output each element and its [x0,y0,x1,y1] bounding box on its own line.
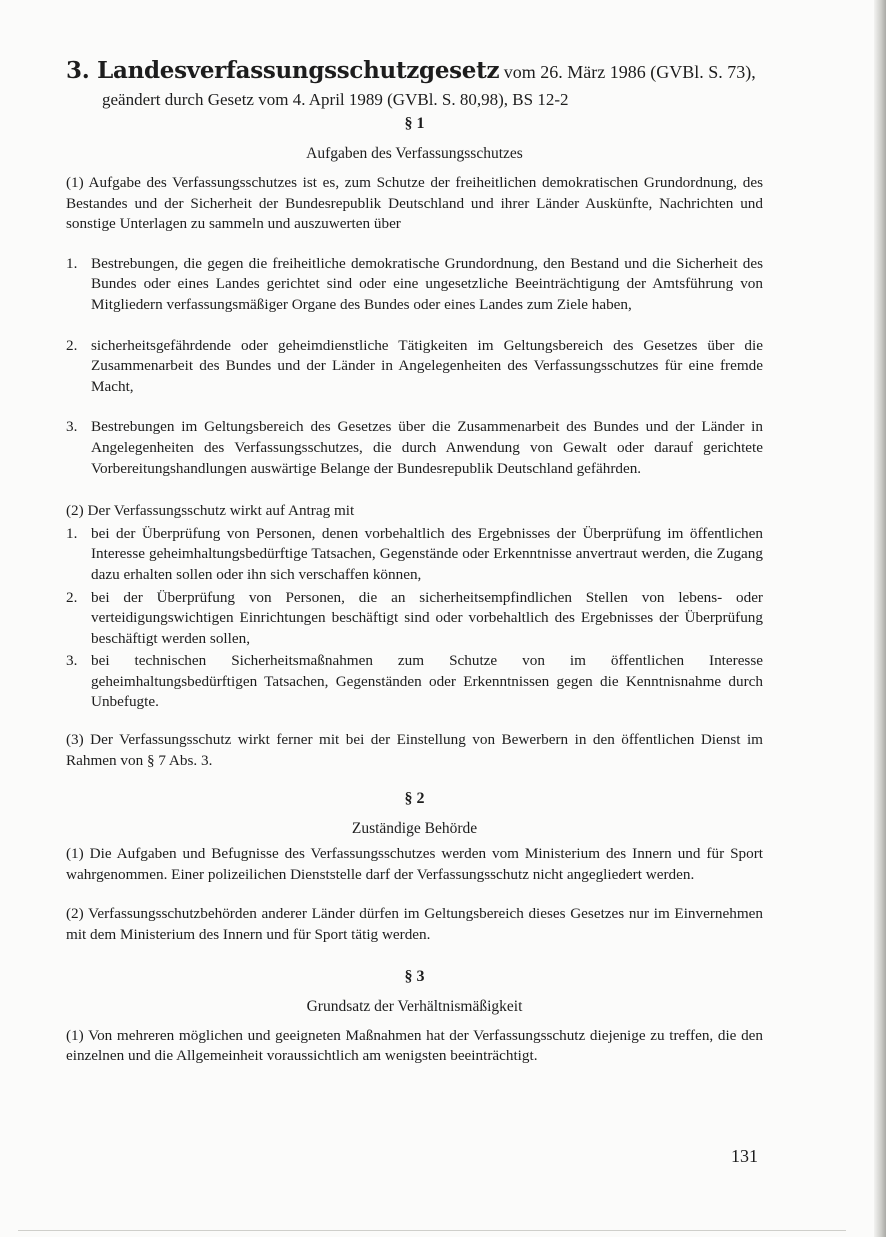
list-item [66,524,763,586]
section-2-paragraph-1: (1) Die Aufgaben und Befugnisse des Verfassungsschutzes werden vom Ministerium des Innern und für Sport wahrgenommen. Einer polizeilichen Dienststelle darf der Verfassungsschutz nicht angegliedert werden. [66,845,763,883]
section-1-title: Aufgaben des Verfassungsschutzes [306,145,523,162]
law-title-date: vom 26. März 1986 (GVBl. S. 73), [503,62,756,82]
page-bottom-edge [18,1230,846,1231]
list-item-number: 2. [66,336,78,354]
list-item-text: sicherheitsgefährdende oder geheimdienstliche Tätigkeiten im Geltungsbereich des Gesetzes über die Zusammenarbeit des Bundes und der Länder in Angelegenheiten des Verfassungsschutzes für eine fremde Macht, [91,336,763,395]
list-item-number: 1. [66,524,78,542]
list-item [66,336,763,398]
list-item-text: bei der Überprüfung von Personen, die an sicherheitsempfindlichen Stellen von lebens- oder verteidigungswichtigen Einrichtungen beschäftigt sind oder vorbehaltlich des Ergebnisses der Überprüfung beschäftigt werden sollen, [91,588,763,647]
list-item [66,254,763,316]
law-title-amendment: geändert durch Gesetz vom 4. April 1989 (GVBl. S. 80,98), BS 12-2 [102,90,569,109]
section-3-mark: § 3 [404,967,425,985]
section-1-paragraph-2: (2) Der Verfassungsschutz wirkt auf Antrag mit [66,502,355,520]
list-item-text: bei der Überprüfung von Personen, denen vorbehaltlich des Ergebnisses der Überprüfung im öffentlichen Interesse geheimhaltungsbedürftige Tatsachen, Gegenstände oder Erkenntnisse anvertraut werden, die Zugang dazu erhalten sollen oder ihn sich verschaffen können, [91,524,763,583]
list-item-text: Bestrebungen im Geltungsbereich des Gesetzes über die Zusammenarbeit des Bundes und der Länder in Angelegenheiten des Verfassungsschutzes, die durch Anwendung von Gewalt oder darauf gerichtete Vorbereitungshandlungen auswärtige Belange der Bundesrepublik Deutschland gefährden. [91,418,763,477]
law-title [66,58,763,85]
list-item-text: Bestrebungen, die gegen die freiheitliche demokratische Grundordnung, den Bestand und die Sicherheit des Bundes oder eines Landes gerichtet sind oder eine ungesetzliche Beeinträchtigung der Amtsführung von Mitgliedern verfassungsmäßiger Organe des Bundes oder eines Landes zum Ziele haben, [91,254,763,313]
page-number: 131 [731,1146,758,1166]
list-item [66,651,763,713]
section-1-paragraph-3: (3) Der Verfassungsschutz wirkt ferner mit bei der Einstellung von Bewerbern in den öffentlichen Dienst im Rahmen von § 7 Abs. 3. [66,731,763,769]
section-2-mark: § 2 [404,790,425,808]
list-item-number: 3. [66,652,78,670]
section-2-title: Zuständige Behörde [351,820,478,838]
document-body [66,58,763,1067]
section-2-paragraph-2: (2) Verfassungsschutzbehörden anderer Länder dürfen im Geltungsbereich dieses Gesetzes nur im Einvernehmen mit dem Ministerium des Innern und für Sport tätig werden. [66,905,763,944]
section-1-paragraph-1: (1) Aufgabe des Verfassungsschutzes ist es, zum Schutze der freiheitlichen demokratischen Grundordnung, des Bestandes und der Sicherheit der Bundesrepublik Deutschland und ihrer Länder Auskünfte, Nachrichten und sonstige Unterlagen zu sammeln und auszuwerten über [66,174,763,233]
list-item-text: bei technischen Sicherheitsmaßnahmen zum Schutze von im öffentlichen Interesse geheimhaltungsbedürftigen Tatsachen, Gegenständen oder Erkenntnissen gegen die Kenntnisnahme durch Unbefugte. [91,652,763,711]
page-edge-shadow [874,0,886,1237]
list-item [66,588,763,650]
list-item [66,417,763,479]
law-title-bold: 3. Landesverfassungsschutzgesetz [66,57,500,84]
section-1-mark: § 1 [404,115,425,132]
section-3-paragraph-1: (1) Von mehreren möglichen und geeigneten Maßnahmen hat der Verfassungsschutz diejenige zu treffen, die den einzelnen und die Allgemeinheit voraussichtlich am wenigsten beeinträchtigt. [66,1026,763,1065]
list-item-number: 2. [66,588,78,606]
list-item-number: 3. [66,418,78,436]
section-3-title: Grundsatz der Verhältnismäßigkeit [306,997,523,1015]
list-item-number: 1. [66,254,78,272]
